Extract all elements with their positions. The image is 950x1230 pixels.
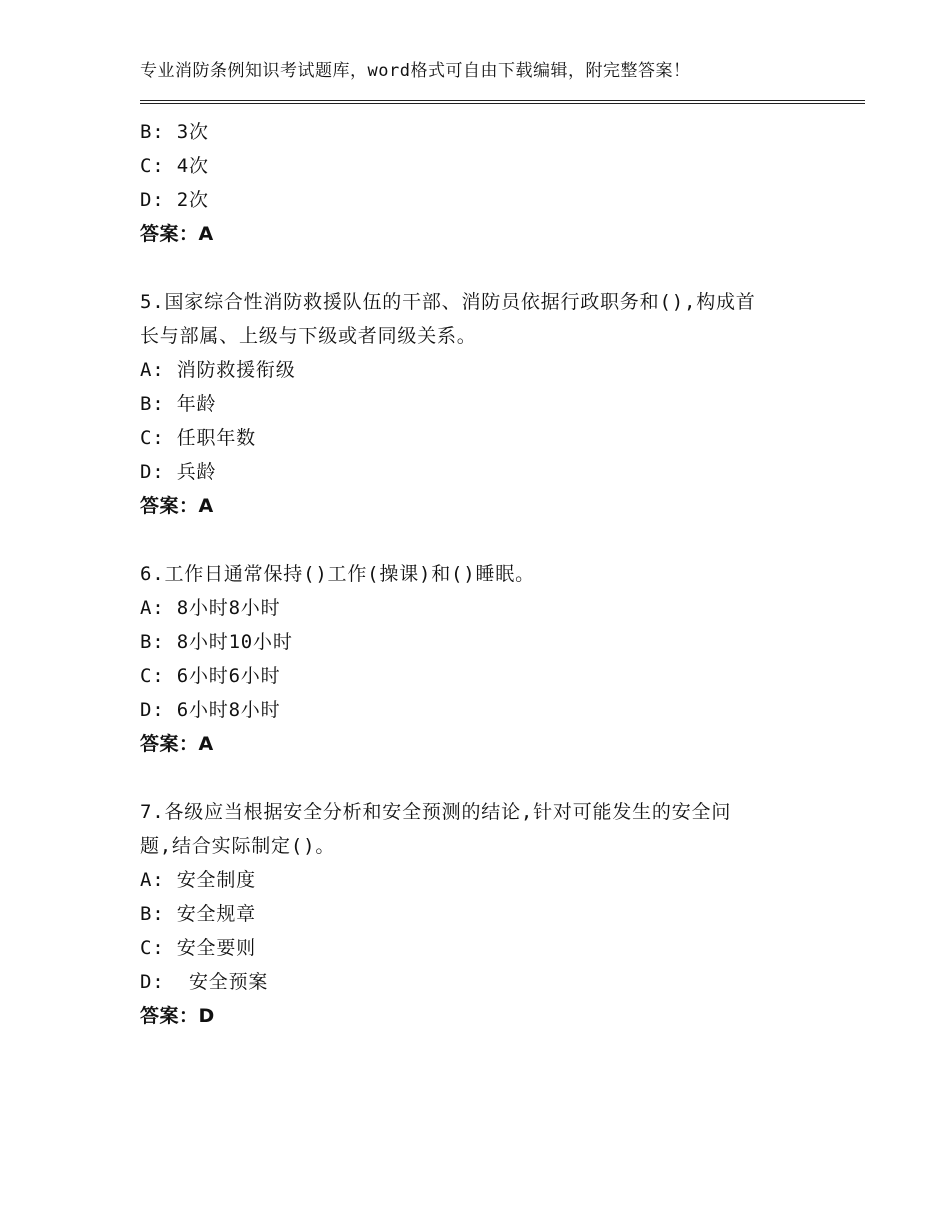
question-text <box>140 557 820 591</box>
question-fragment <box>140 115 820 251</box>
option-c: C: 6小时6小时 <box>140 665 281 687</box>
answer-line: 答案：A <box>140 733 214 755</box>
option-b: B: 安全规章 <box>140 903 256 925</box>
header-rule-top <box>140 100 865 101</box>
question-text-line: 7.各级应当根据安全分析和安全预测的结论,针对可能发生的安全问 <box>140 801 732 823</box>
option-b: B: 年龄 <box>140 393 217 415</box>
answer-line: 答案：D <box>140 1005 215 1027</box>
question-7 <box>140 795 820 1033</box>
option-b: B: 8小时10小时 <box>140 631 293 653</box>
answer-line: 答案：A <box>140 223 214 245</box>
question-text-line: 5.国家综合性消防救援队伍的干部、消防员依据行政职务和(),构成首 <box>140 291 756 313</box>
option-c: C: 安全要则 <box>140 937 256 959</box>
answer-line: 答案：A <box>140 495 214 517</box>
option-a: A: 消防救援衔级 <box>140 359 296 381</box>
option-d: D: 6小时8小时 <box>140 699 281 721</box>
option-d: D: 兵龄 <box>140 461 217 483</box>
question-text <box>140 285 820 353</box>
page-content <box>140 115 820 1033</box>
option-a: A: 8小时8小时 <box>140 597 281 619</box>
option-a: A: 安全制度 <box>140 869 256 891</box>
question-5 <box>140 285 820 523</box>
header-rule-bottom <box>140 103 865 104</box>
option-c: C: 4次 <box>140 155 209 177</box>
question-text-line: 6.工作日通常保持()工作(操课)和()睡眠。 <box>140 563 535 585</box>
option-c: C: 任职年数 <box>140 427 256 449</box>
document-header: 专业消防条例知识考试题库，word格式可自由下载编辑，附完整答案！ <box>140 61 691 81</box>
option-b: B: 3次 <box>140 121 209 143</box>
option-d: D: 安全预案 <box>140 971 269 993</box>
question-text <box>140 795 820 863</box>
question-text-line: 长与部属、上级与下级或者同级关系。 <box>140 325 477 347</box>
question-6 <box>140 557 820 761</box>
question-text-line: 题,结合实际制定()。 <box>140 835 336 857</box>
option-d: D: 2次 <box>140 189 209 211</box>
